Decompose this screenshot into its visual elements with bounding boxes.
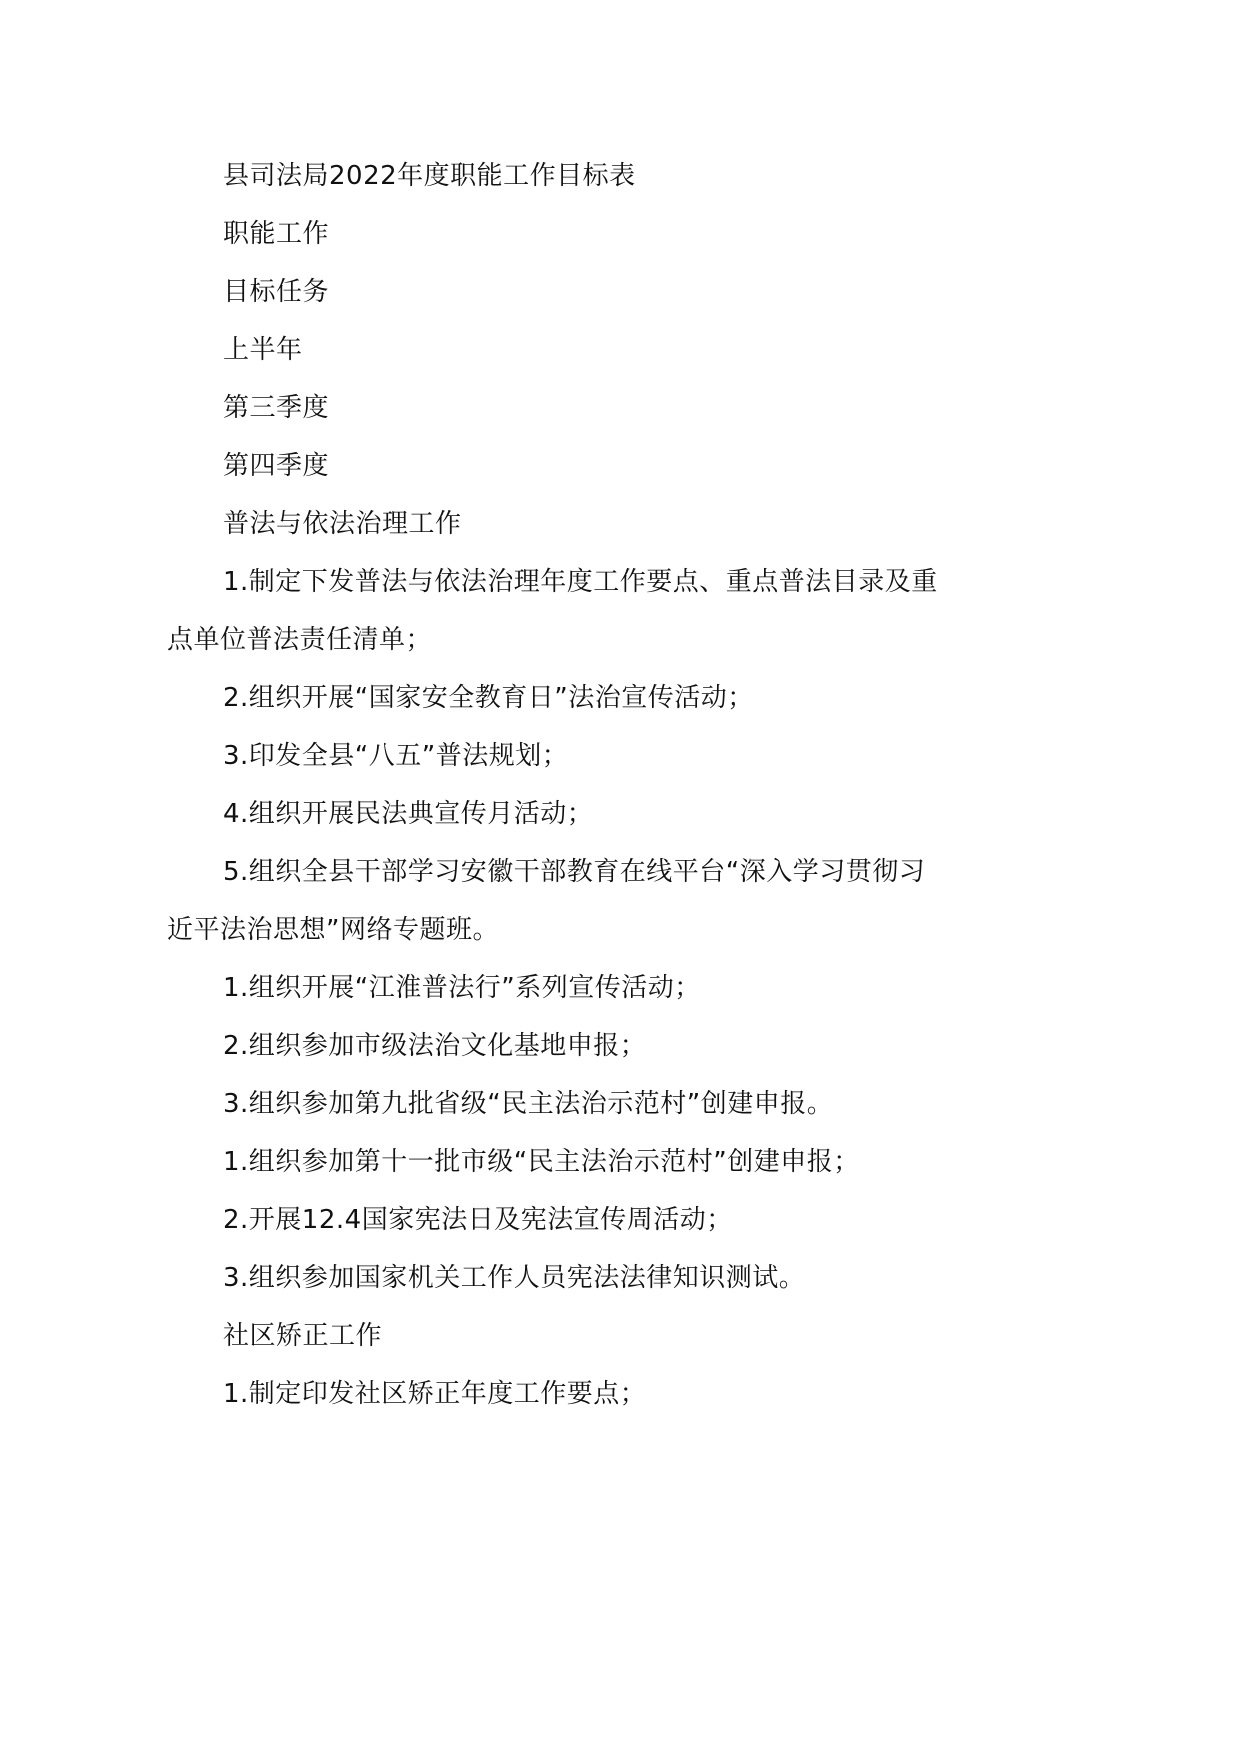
paragraph-item: 3.印发全县“八五”普法规划； [223, 741, 569, 771]
paragraph-header-q3: 第三季度 [223, 393, 330, 423]
paragraph-header-h1: 上半年 [223, 335, 303, 365]
section-heading-legal-publicity: 普法与依法治理工作 [223, 509, 462, 539]
paragraph-item: 2.开展12.4国家宪法日及宪法宣传周活动； [223, 1205, 733, 1235]
paragraph-item: 5.组织全县干部学习安徽干部教育在线平台“深入学习贯彻习近平法治思想”网络专题班。 [167, 857, 926, 945]
paragraph-header-function: 职能工作 [223, 219, 330, 249]
paragraph-item: 1.制定下发普法与依法治理年度工作要点、重点普法目录及重点单位普法责任清单； [167, 567, 938, 655]
paragraph-item: 1.制定印发社区矫正年度工作要点； [223, 1379, 647, 1409]
document-body [167, 147, 943, 1423]
paragraph-header-q4: 第四季度 [223, 451, 330, 481]
paragraph-item: 4.组织开展民法典宣传月活动； [223, 799, 594, 829]
paragraph-item: 2.组织开展“国家安全教育日”法治宣传活动； [223, 683, 754, 713]
section-heading-community-correction: 社区矫正工作 [223, 1321, 383, 1351]
paragraph-item: 1.组织开展“江淮普法行”系列宣传活动； [223, 973, 701, 1003]
paragraph-header-target: 目标任务 [223, 277, 330, 307]
paragraph-item: 3.组织参加国家机关工作人员宪法法律知识测试。 [223, 1263, 806, 1293]
document-title: 县司法局2022年度职能工作目标表 [223, 161, 636, 191]
paragraph-item: 2.组织参加市级法治文化基地申报； [223, 1031, 647, 1061]
paragraph-item: 3.组织参加第九批省级“民主法治示范村”创建申报。 [223, 1089, 834, 1119]
paragraph-item: 1.组织参加第十一批市级“民主法治示范村”创建申报； [223, 1147, 860, 1177]
